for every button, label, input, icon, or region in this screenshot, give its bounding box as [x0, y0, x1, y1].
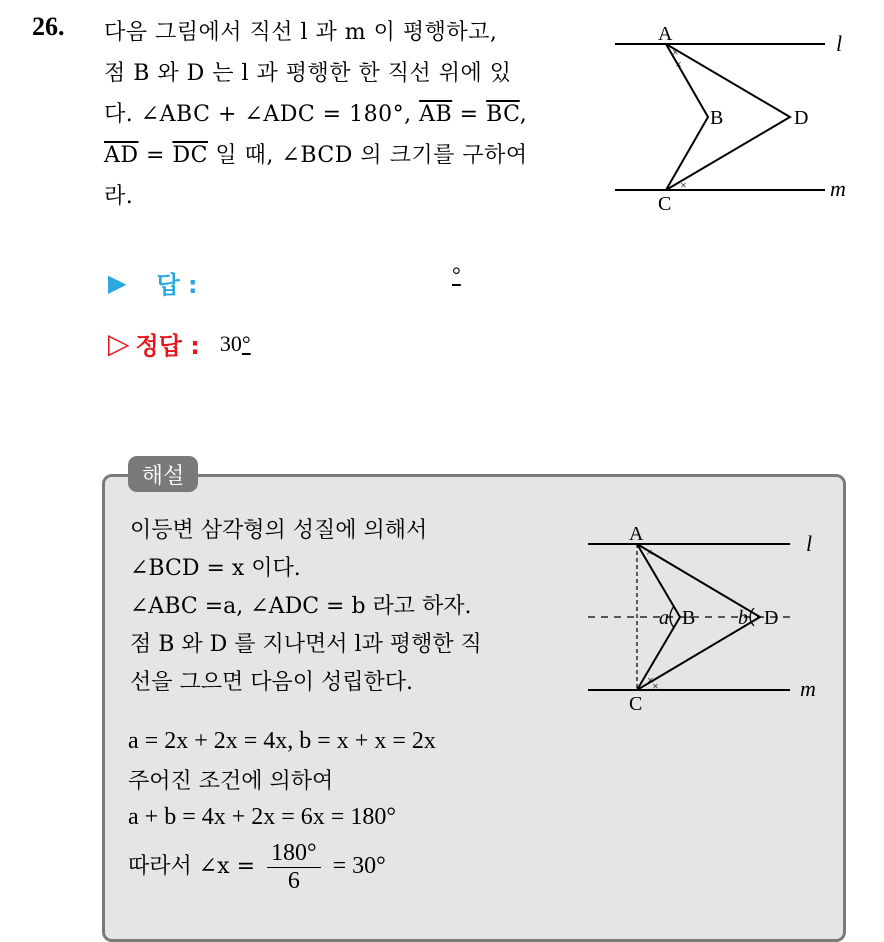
label-m: m	[800, 676, 816, 701]
question-line-1: 다음 그림에서 직선 l 과 m 이 평행하고,	[104, 20, 498, 45]
equals-sign: =	[138, 143, 173, 168]
solution-line-5: 선을 그으면 다음이 성립한다.	[130, 670, 413, 695]
label-C: C	[658, 193, 672, 215]
label-D: D	[794, 107, 809, 129]
label-A: A	[629, 523, 644, 545]
label-m: m	[830, 176, 846, 201]
label-B: B	[682, 607, 696, 629]
correct-answer-number: 30	[219, 330, 242, 356]
solution-tag: 해설	[128, 456, 198, 492]
label-b: b	[738, 607, 748, 629]
solution-equation-2: 주어진 조건에 의하여	[128, 769, 334, 794]
question-tail: 일 때, ∠BCD 의 크기를 구하여	[207, 143, 528, 168]
outline-arrow-icon: ▷	[108, 327, 130, 360]
solution-equation-4	[128, 840, 386, 895]
label-A: A	[658, 23, 673, 45]
label-B: B	[710, 107, 724, 129]
question-line-4	[104, 135, 584, 176]
label-l: l	[806, 531, 813, 556]
question-line-3	[104, 94, 584, 135]
segment-dc: $\overline{DC}$	[172, 143, 208, 168]
equals-sign: =	[452, 102, 487, 127]
solution-line-2: ∠BCD = x 이다.	[130, 556, 301, 581]
solution-line-3: ∠ABC =a, ∠ADC = b 라고 하자.	[130, 594, 472, 619]
answer-blank[interactable]: °	[452, 262, 461, 287]
correct-answer-label: 정답 :	[135, 332, 200, 360]
label-D: D	[764, 607, 779, 629]
fraction-numerator: 180°	[267, 840, 321, 868]
mark-c1: ×	[680, 178, 687, 192]
play-arrow-icon: ▶	[108, 268, 127, 297]
question-line-5: 라.	[104, 184, 134, 209]
solution-line-4: 점 B 와 D 를 지나면서 l과 평행한 직	[130, 632, 482, 657]
mark-c2: ×	[652, 679, 659, 693]
segment-bc: $\overline{BC}$	[486, 102, 520, 127]
label-l: l	[836, 31, 843, 56]
condition-angles: 다. ∠ABC + ∠ADC = 180°,	[104, 102, 420, 127]
label-C: C	[629, 693, 643, 715]
comma: ,	[519, 102, 528, 127]
label-a: a	[659, 607, 669, 629]
mark-a1: ×	[672, 45, 679, 59]
correct-answer-row	[108, 326, 251, 361]
solution-figure	[580, 518, 830, 718]
eq4-prefix: 따라서 ∠x =	[128, 854, 256, 880]
solution-equation-3: a + b = 4x + 2x = 6x = 180°	[128, 804, 396, 830]
fraction-denominator: 6	[287, 868, 300, 894]
segment-ab: $\overline{AB}$	[419, 102, 453, 127]
question-number: 26.	[32, 12, 65, 41]
mark-a2: ×	[675, 57, 682, 71]
mark-c1: ×	[647, 673, 654, 687]
question-figure	[600, 20, 870, 220]
eq4-result: = 30°	[332, 853, 386, 880]
fraction	[267, 840, 321, 895]
answer-label: 답 :	[156, 271, 198, 299]
solution-line-1: 이등변 삼각형의 성질에 의해서	[130, 518, 428, 543]
mark-a1: ×	[646, 545, 653, 559]
question-text	[104, 12, 584, 217]
solution-text	[130, 512, 560, 702]
question-line-2: 점 B 와 D 는 l 과 평행한 한 직선 위에 있	[104, 61, 512, 86]
correct-answer-degree: °	[241, 330, 251, 356]
solution-equation-1: a = 2x + 2x = 4x, b = x + x = 2x	[128, 728, 436, 754]
answer-row	[108, 265, 198, 300]
segment-ad: $\overline{AD}$	[104, 143, 139, 168]
path-adc	[666, 44, 790, 190]
correct-answer-value	[220, 331, 251, 357]
